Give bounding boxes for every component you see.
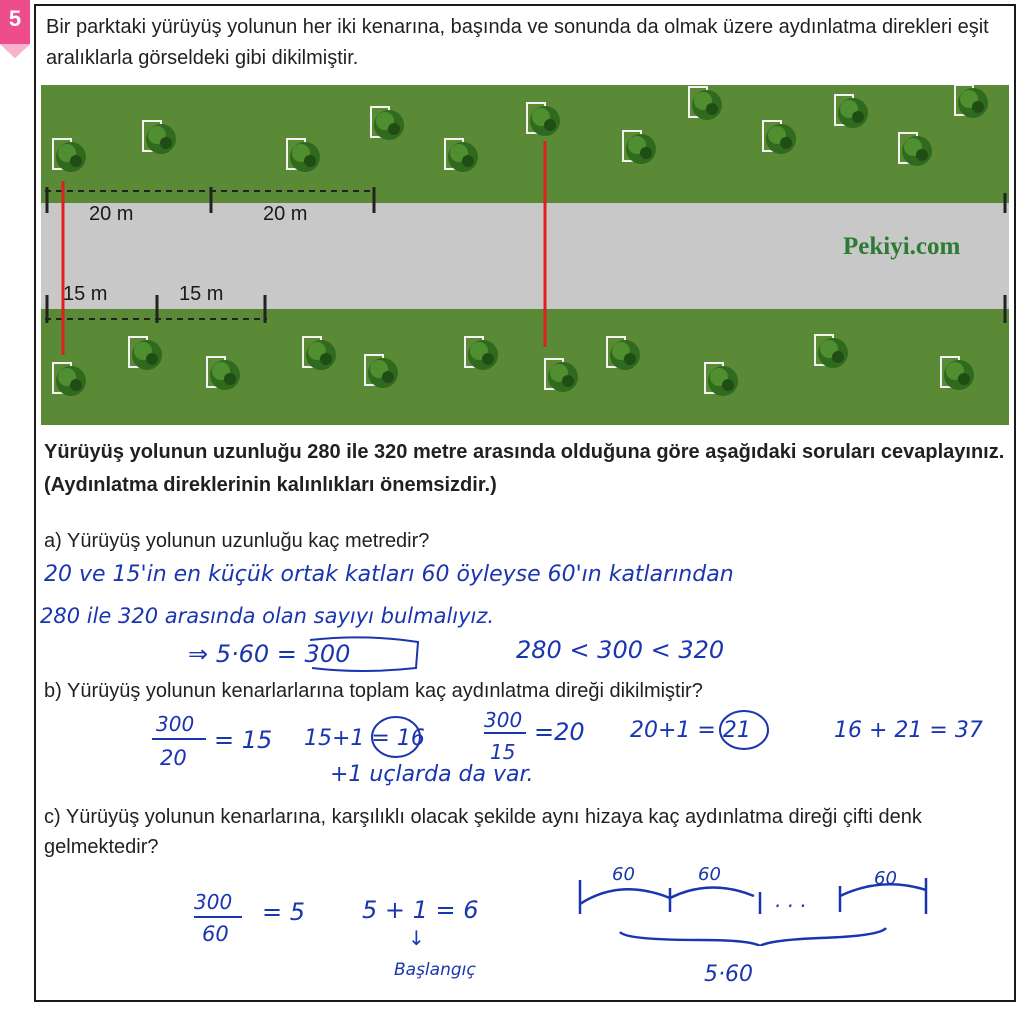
part-a-hw-line2: 280 ile 320 arasında olan sayıyı bulmalıyız. xyxy=(40,604,495,628)
bottom-gap-label: 15 m xyxy=(179,283,224,305)
top-gap-label: 20 m xyxy=(263,203,308,225)
watermark: Pekiyi.com xyxy=(843,233,961,260)
part-b-sum1: 15+1 = 16 xyxy=(304,726,425,751)
part-c-frac-den: 60 xyxy=(202,922,229,946)
question-number-badge xyxy=(0,0,34,58)
part-a-answer-box xyxy=(306,634,426,674)
park-figure xyxy=(41,85,1009,425)
part-a-hw-result: ⇒ 5·60 = 300 xyxy=(188,640,351,668)
part-b-frac1-num: 300 xyxy=(156,712,195,736)
part-c-seg1: 60 xyxy=(612,864,635,885)
part-b-circle1 xyxy=(366,712,426,762)
bottom-gap-label: 15 m xyxy=(63,283,108,305)
part-b-frac2-result: =20 xyxy=(534,718,585,746)
part-b-frac1-bar xyxy=(150,736,210,742)
part-b-circle2 xyxy=(714,706,774,754)
part-c-frac-num: 300 xyxy=(194,890,233,914)
part-c-start-label: Başlangıç xyxy=(394,960,476,980)
part-b-frac2-num: 300 xyxy=(484,708,523,732)
part-c-dots: · · · xyxy=(774,894,806,918)
part-a-hw-line1: 20 ve 15'in en küçük ortak katları 60 öyleyse 60'ın katlarından xyxy=(44,562,734,587)
part-b-sum2: 20+1 = 21 xyxy=(630,718,751,743)
part-c-sum: 5 + 1 = 6 xyxy=(362,896,479,924)
part-b-frac1-den: 20 xyxy=(160,746,187,770)
part-b-total: 16 + 21 = 37 xyxy=(834,718,983,743)
part-c-brace-label: 5·60 xyxy=(704,962,753,987)
part-c-frac-result: = 5 xyxy=(262,898,306,926)
part-b-note: +1 uçlarda da var. xyxy=(330,762,534,787)
part-c-seg3: 60 xyxy=(874,868,897,889)
part-b-frac1-result: = 15 xyxy=(214,726,273,754)
part-c-seg2: 60 xyxy=(698,864,721,885)
intro-text: Bir parktaki yürüyüş yolunun her iki kenarına, başında ve sonunda da olmak üzere aydınlatma direkleri eşit aralıklarla görseldeki gibi dikilmiştir. xyxy=(46,16,989,69)
part-b-question: b) Yürüyüş yolunun kenarlarlarına toplam kaç aydınlatma direği dikilmiştir? xyxy=(44,680,703,702)
main-question: Yürüyüş yolunun uzunluğu 280 ile 320 metre arasında olduğuna göre aşağıdaki soruları cevaplayınız. (Aydınlatma direklerinin kalınlıkları önemsizdir.) xyxy=(44,441,1005,496)
part-c-arrow: ↓ xyxy=(408,926,425,950)
part-b-frac2-den: 15 xyxy=(490,740,516,764)
top-gap-label: 20 m xyxy=(89,203,134,225)
part-a-question: a) Yürüyüş yolunun uzunluğu kaç metredir? xyxy=(44,530,430,552)
part-a-hw-range: 280 < 300 < 320 xyxy=(516,636,725,664)
part-c-frac-bar xyxy=(192,914,252,920)
part-c-question: c) Yürüyüş yolunun kenarlarına, karşılıklı olacak şekilde aynı hizaya kaç aydınlatma direği çifti denk gelmektedir? xyxy=(44,806,922,858)
part-b-frac2-bar xyxy=(482,730,532,736)
question-number: 5 xyxy=(8,6,22,31)
